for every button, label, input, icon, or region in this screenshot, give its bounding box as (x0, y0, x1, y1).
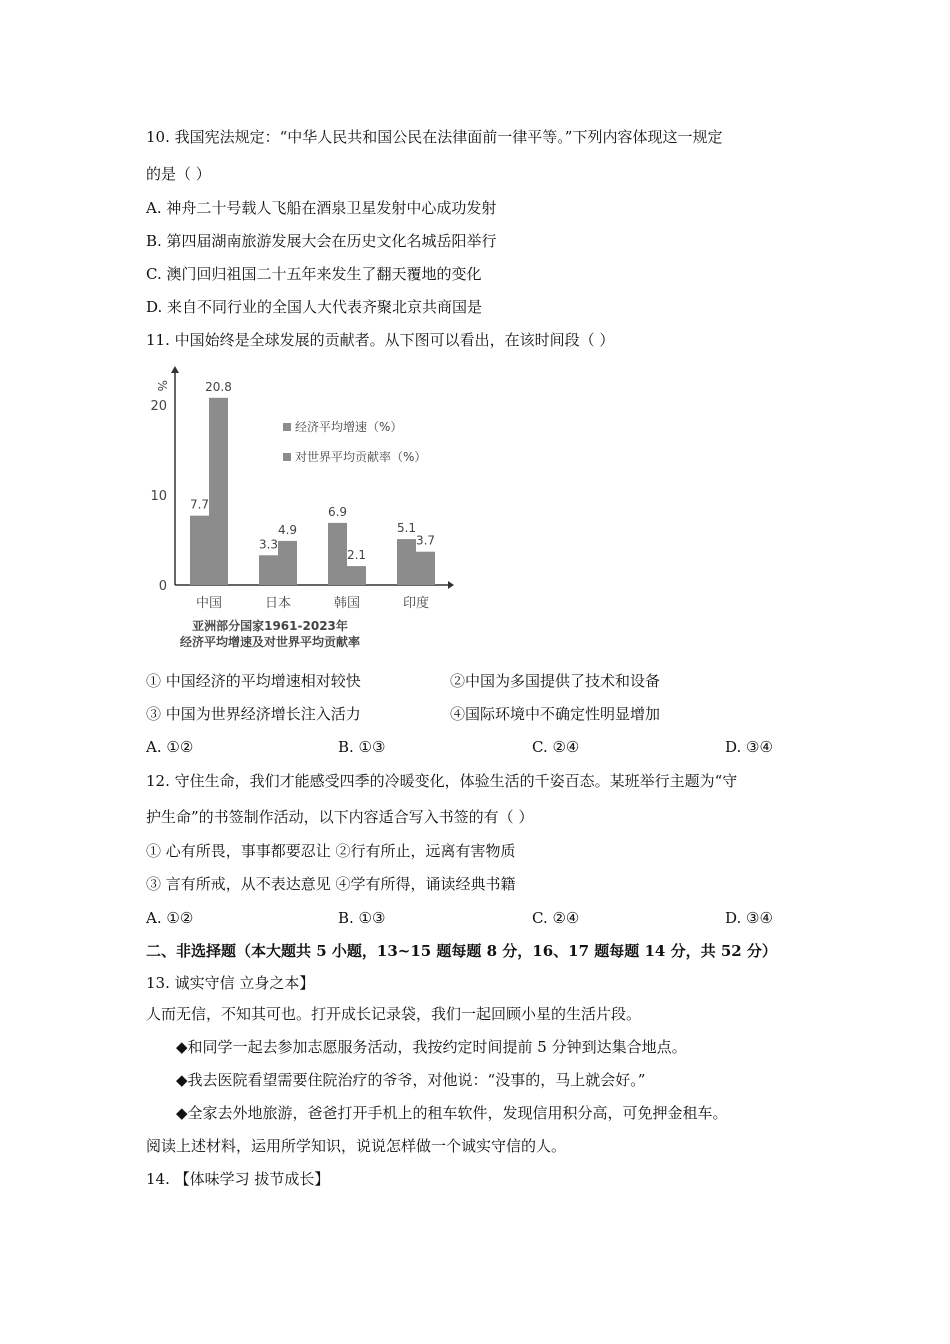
q11-statement-3: ③ 中国为世界经济增长注入活力 (146, 705, 361, 723)
q10-option-c: C. 澳门回归祖国二十五年来发生了翻天覆地的变化 (146, 265, 482, 283)
q11-statement-1: ① 中国经济的平均增速相对较快 (146, 672, 361, 690)
q13-question: 阅读上述材料，运用所学知识，说说怎样做一个诚实守信的人。 (146, 1137, 567, 1155)
data-label: 7.7 (189, 497, 210, 512)
y-tick-label: 0 (158, 579, 167, 594)
q14-title: 14. 【体味学习 拔节成长】 (146, 1170, 330, 1188)
bar-growth (328, 523, 347, 585)
q10-option-d: D. 来自不同行业的全国人大代表齐聚北京共商国是 (146, 298, 483, 316)
q11-statement-2: ②中国为多国提供了技术和设备 (450, 672, 661, 690)
bar-growth (259, 555, 278, 585)
chart-title-line1: 亚洲部分国家1961-2023年 (192, 619, 348, 633)
chart-bars (190, 380, 435, 611)
q11-choice-b: B. ①③ (338, 738, 386, 756)
data-label: 3.7 (415, 533, 436, 548)
x-axis-arrow (448, 581, 454, 589)
bar-contribution (347, 566, 366, 585)
q12-statements-line2: ③ 言有所戒，从不表达意见 ④学有所得，诵读经典书籍 (146, 875, 516, 893)
legend-label-contribution: 对世界平均贡献率（%） (295, 450, 427, 464)
q12-stem-line1: 12. 守住生命，我们才能感受四季的冷暖变化，体验生活的千姿百态。某班举行主题为“守 (146, 772, 738, 790)
q13-title: 13. 诚实守信 立身之本】 (146, 974, 315, 992)
data-label: 2.1 (346, 548, 367, 563)
q12-choice-c: C. ②④ (532, 909, 580, 927)
y-axis-arrow (171, 366, 179, 373)
chart-legend (283, 419, 426, 464)
bar-growth (397, 539, 416, 585)
y-tick-label: 20 (150, 399, 167, 414)
q13-bullet-1: ◆和同学一起去参加志愿服务活动，我按约定时间提前 5 分钟到达集合地点。 (176, 1038, 687, 1056)
q11-stem: 11. 中国始终是全球发展的贡献者。从下图可以看出，在该时间段（ ） (146, 331, 615, 349)
q10-option-a: A. 神舟二十号载人飞船在酒泉卫星发射中心成功发射 (146, 199, 497, 217)
x-tick-label: 韩国 (333, 596, 361, 611)
q12-choice-a: A. ①② (146, 909, 194, 927)
x-tick-label: 日本 (264, 596, 292, 611)
data-label: 20.8 (205, 379, 232, 394)
x-tick-label: 印度 (402, 596, 430, 611)
legend-swatch-growth (283, 423, 291, 431)
q10-stem-line2: 的是（ ） (146, 165, 211, 183)
q11-choice-a: A. ①② (146, 738, 194, 756)
data-label: 5.1 (396, 521, 417, 536)
bar-contribution (278, 541, 297, 585)
bar-growth (190, 516, 209, 585)
q12-choice-d: D. ③④ (725, 909, 773, 927)
data-label: 6.9 (327, 504, 348, 519)
data-label: 4.9 (277, 522, 298, 537)
x-tick-label: 中国 (195, 596, 223, 611)
q13-bullet-2: ◆我去医院看望需要住院治疗的爷爷，对他说：“没事的，马上就会好。” (176, 1071, 646, 1089)
q10-option-b: B. 第四届湖南旅游发展大会在历史文化名城岳阳举行 (146, 232, 497, 250)
y-axis-unit: % (155, 380, 169, 392)
legend-swatch-contribution (283, 453, 291, 461)
bar-contribution (209, 398, 228, 585)
bar-chart (140, 360, 460, 660)
q13-intro: 人而无信，不知其可也。打开成长记录袋，我们一起回顾小星的生活片段。 (146, 1005, 642, 1023)
section2-heading: 二、非选择题（本大题共 5 小题，13~15 题每题 8 分，16、17 题每题 14 分，共 52 分） (146, 942, 777, 960)
legend-label-growth: 经济平均增速（%） (295, 420, 403, 434)
data-label: 3.3 (258, 537, 279, 552)
y-tick-label: 10 (150, 489, 167, 504)
q12-stem-line2: 护生命”的书签制作活动，以下内容适合写入书签的有（ ） (146, 808, 534, 826)
q13-bullet-3: ◆全家去外地旅游，爸爸打开手机上的租车软件，发现信用积分高，可免押金租车。 (176, 1104, 728, 1122)
chart-title-line2: 经济平均增速及对世界平均贡献率 (179, 635, 361, 649)
bar-contribution (416, 552, 435, 585)
q11-choice-c: C. ②④ (532, 738, 580, 756)
q11-statement-4: ④国际环境中不确定性明显增加 (450, 705, 661, 723)
q12-choice-b: B. ①③ (338, 909, 386, 927)
q10-stem-line1: 10. 我国宪法规定：“中华人民共和国公民在法律面前一律平等。”下列内容体现这一规定 (146, 128, 723, 146)
q11-choice-d: D. ③④ (725, 738, 773, 756)
q12-statements-line1: ① 心有所畏，事事都要忍让 ②行有所止，远离有害物质 (146, 842, 516, 860)
